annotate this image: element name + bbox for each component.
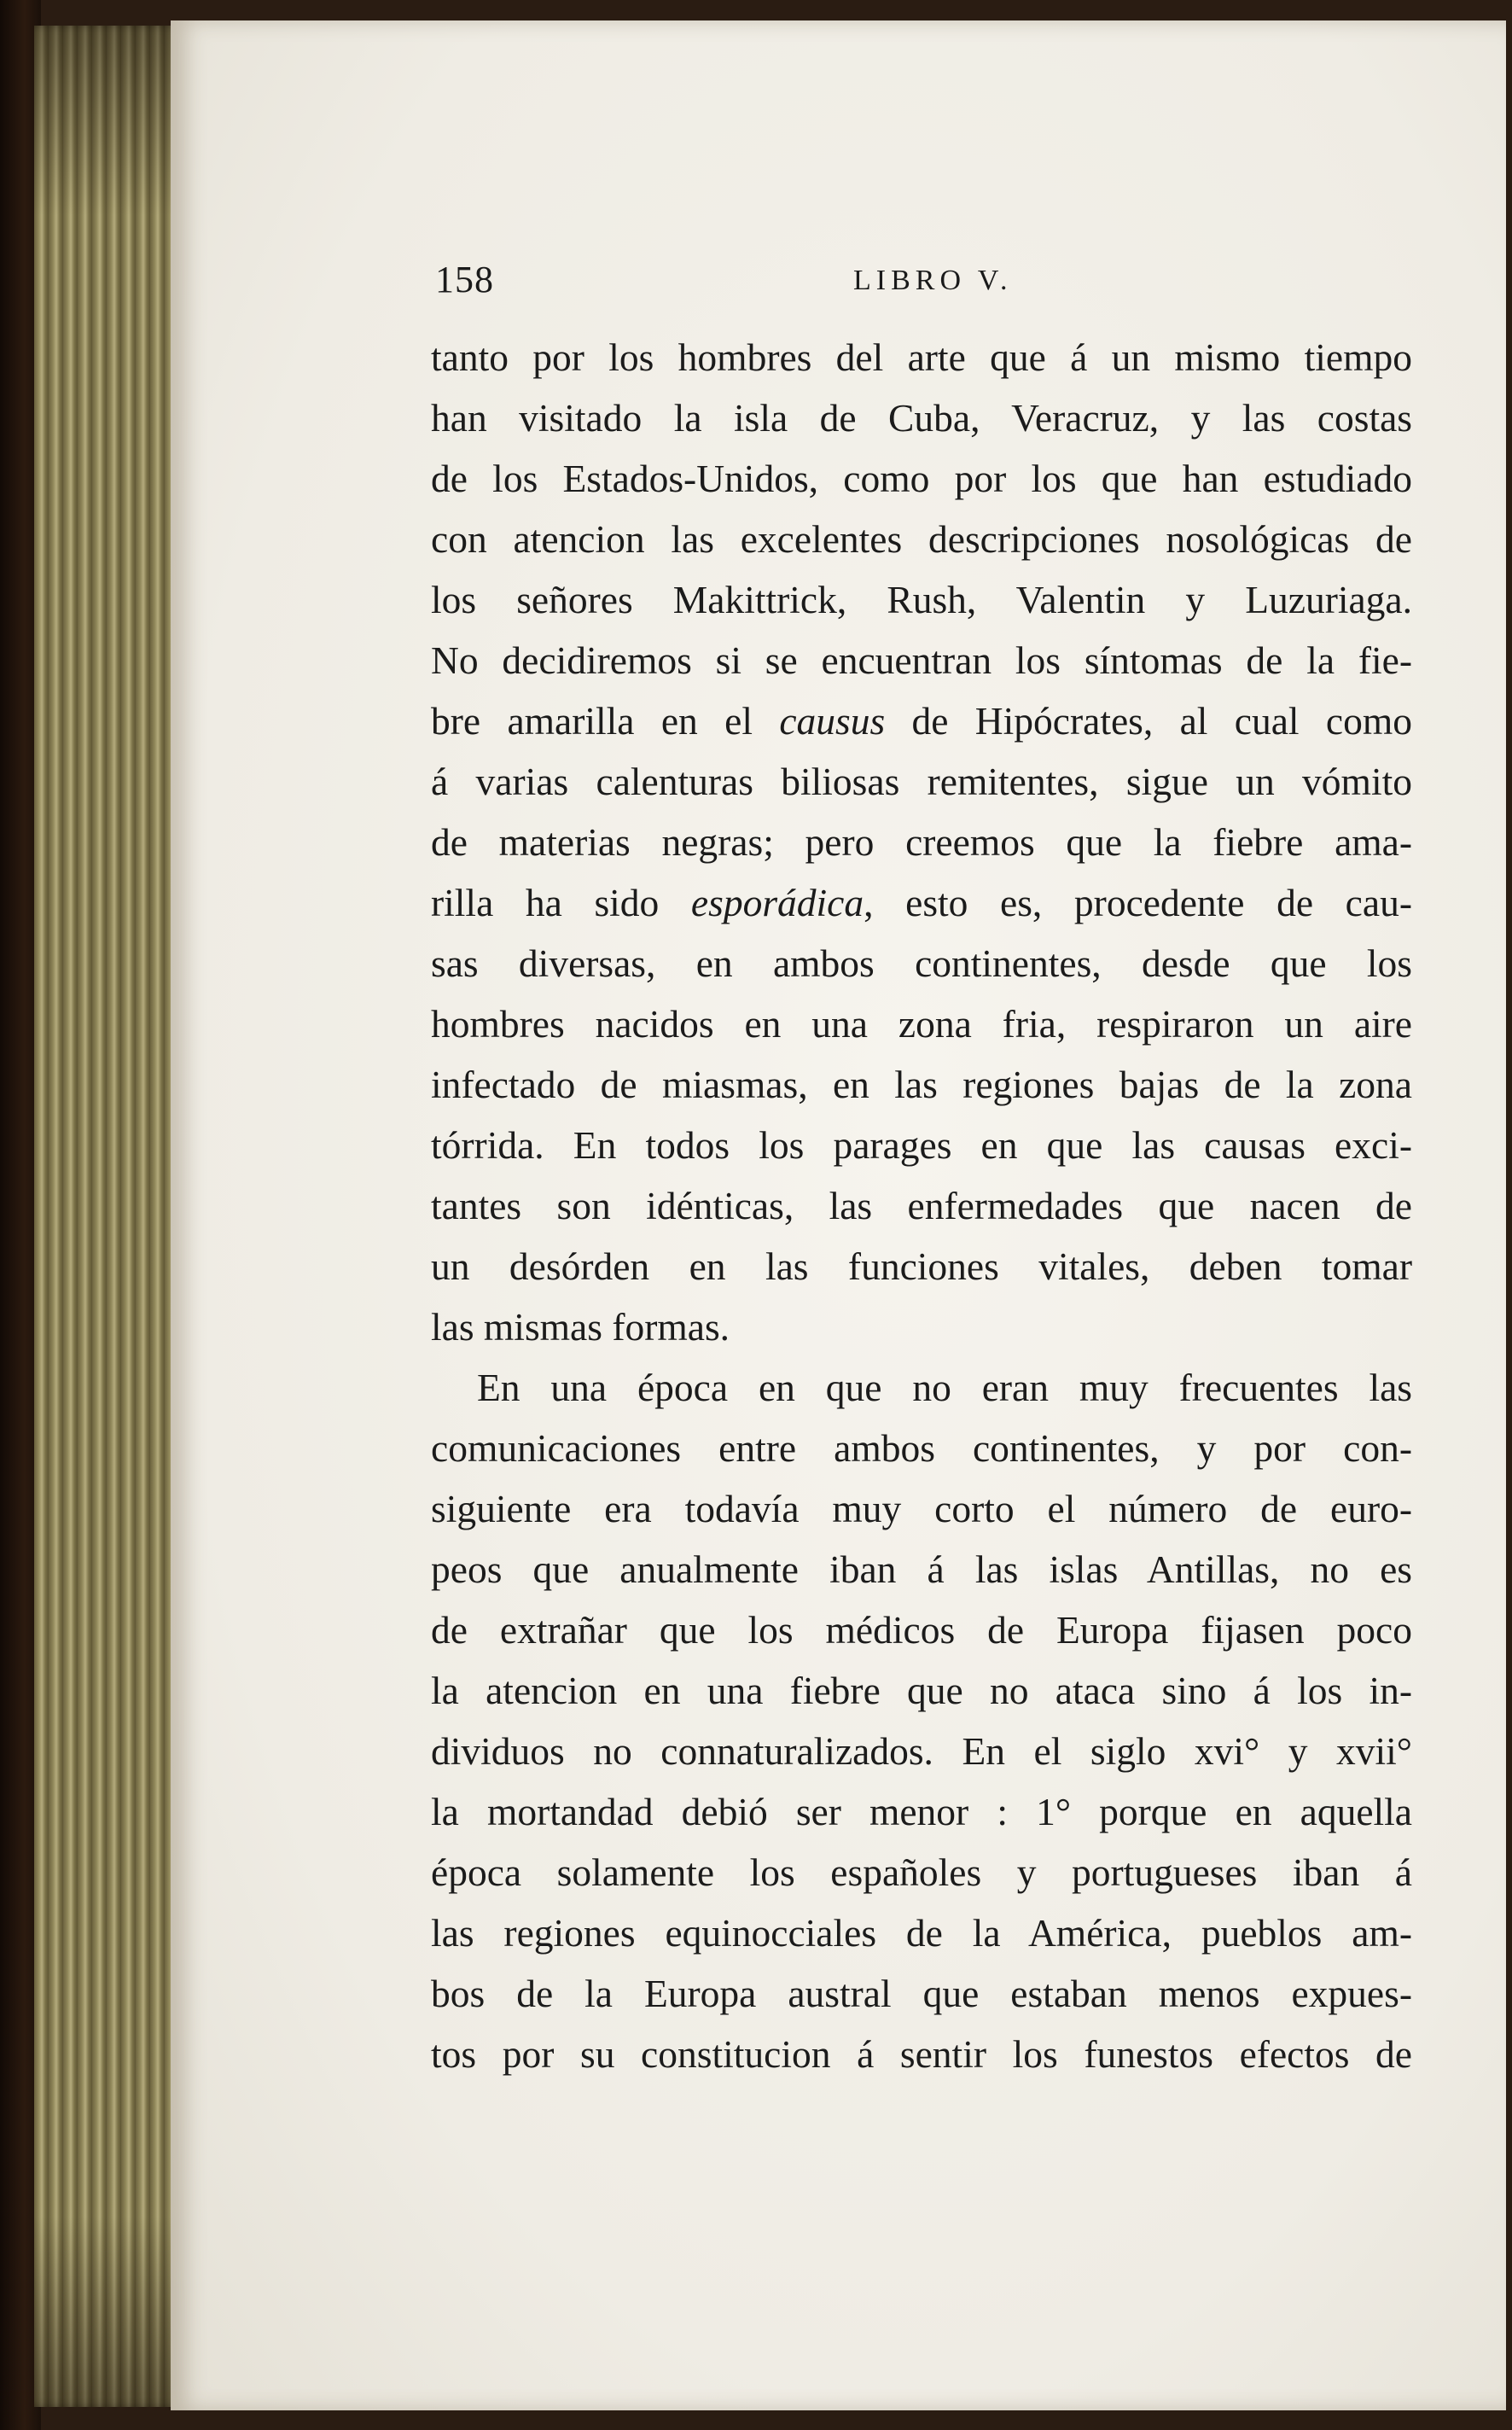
text-line: comunicaciones entre ambos continentes, y por con-: [431, 1426, 1412, 1470]
text-run: de Hipócrates, al cual como: [885, 699, 1412, 743]
text-line: á varias calenturas biliosas remitentes, sigue un vómito: [431, 760, 1412, 803]
text-line: hombres nacidos en una zona fria, respiraron un aire: [431, 1002, 1412, 1046]
text-line: las regiones equinocciales de la América, pueblos am-: [431, 1911, 1412, 1955]
text-line: tos por su constitucion á sentir los funestos efectos de: [431, 2032, 1412, 2076]
text-run: , esto es, procedente de cau-: [864, 881, 1412, 924]
running-head: LIBRO V.: [853, 265, 1013, 296]
text-line: No decidiremos si se encuentran los síntomas de la fie-: [431, 638, 1412, 682]
italic-term-causus: causus: [779, 699, 886, 743]
text-line: sas diversas, en ambos continentes, desde que los: [431, 941, 1412, 985]
text-line: tanto por los hombres del arte que á un mismo tiempo: [431, 335, 1412, 379]
text-run: rilla ha sido: [431, 881, 691, 924]
text-line: la atencion en una fiebre que no ataca sino á los in-: [431, 1669, 1412, 1712]
text-line: un desórden en las funciones vitales, deben tomar: [431, 1244, 1412, 1288]
text-line: la mortandad debió ser menor : 1° porque en aquella: [431, 1790, 1412, 1833]
text-line: época solamente los españoles y portugueses iban á: [431, 1850, 1412, 1894]
text-line: de extrañar que los médicos de Europa fijasen poco: [431, 1608, 1412, 1652]
text-line: infectado de miasmas, en las regiones bajas de la zona: [431, 1063, 1412, 1106]
text-line: [431, 691, 1412, 751]
body-text: [431, 327, 1412, 2084]
text-line: de los Estados-Unidos, como por los que han estudiado: [431, 457, 1412, 500]
text-line: bos de la Europa austral que estaban menos expues-: [431, 1972, 1412, 2015]
text-line-paragraph-start: En una época en que no eran muy frecuentes las: [477, 1366, 1412, 1409]
text-line: peos que anualmente iban á las islas Antillas, no es: [431, 1547, 1412, 1591]
text-line-paragraph-end: las mismas formas.: [431, 1305, 730, 1349]
page-edges-shadow: [34, 26, 186, 2407]
page-header: [435, 258, 1410, 318]
text-line: de materias negras; pero creemos que la fiebre ama-: [431, 820, 1412, 864]
text-line: dividuos no connaturalizados. En el siglo xvi° y xvii°: [431, 1729, 1412, 1773]
text-line: los señores Makittrick, Rush, Valentin y Luzuriaga.: [431, 578, 1412, 621]
italic-term-esporadica: esporádica: [690, 881, 864, 924]
text-line: siguiente era todavía muy corto el número de euro-: [431, 1487, 1412, 1530]
text-run: bre amarilla en el: [431, 699, 780, 743]
text-line: [431, 872, 1412, 933]
page-number: 158: [435, 259, 494, 300]
text-line: con atencion las excelentes descripciones nosológicas de: [431, 517, 1412, 561]
text-line: tantes son idénticas, las enfermedades que nacen de: [431, 1184, 1412, 1227]
text-line: han visitado la isla de Cuba, Veracruz, y las costas: [431, 396, 1412, 440]
text-line: tórrida. En todos los parages en que las causas exci-: [431, 1123, 1412, 1167]
